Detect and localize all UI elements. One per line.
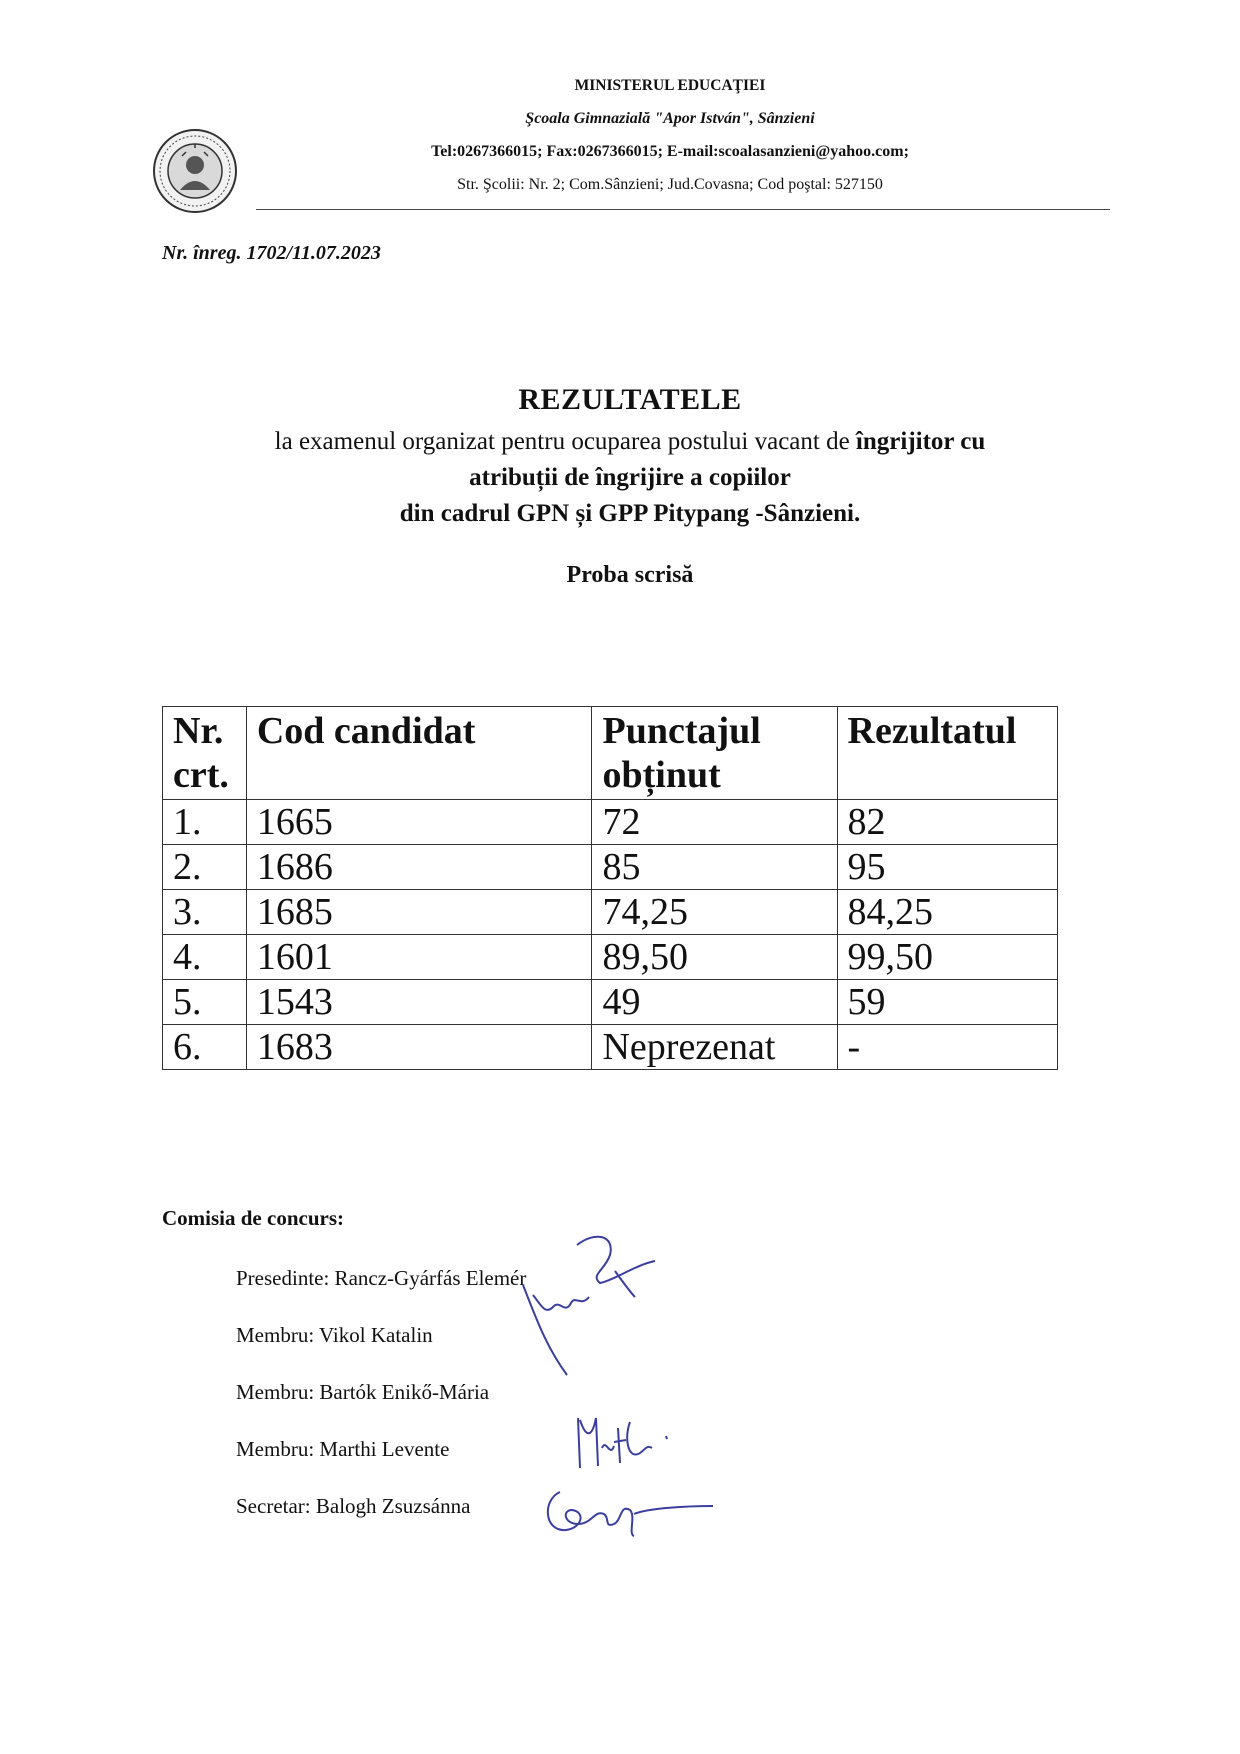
cell-code: 1601 — [246, 935, 592, 980]
header-score-line2: obținut — [602, 754, 721, 796]
header-nr — [163, 707, 247, 800]
committee-secretary: Secretar: Balogh Zsuzsánna — [236, 1494, 471, 1518]
document-title: REZULTATELE — [518, 383, 742, 416]
cell-nr: 3. — [163, 890, 247, 935]
subtitle-line2: atribuții de îngrijire a copiilor — [469, 464, 791, 491]
header-code: Cod candidat — [246, 707, 592, 800]
table-row — [163, 890, 1058, 935]
table-header-row — [163, 707, 1058, 800]
subtitle-line1-normal: la examenul organizat pentru ocuparea postului vacant de — [274, 428, 856, 455]
cell-code: 1543 — [246, 980, 592, 1025]
signature-secretary-icon — [538, 1474, 718, 1544]
table-row — [163, 1025, 1058, 1070]
address-line: Str. Şcolii: Nr. 2; Com.Sânzieni; Jud.Covasna; Cod poştal: 527150 — [457, 176, 883, 193]
cell-result: 95 — [837, 845, 1057, 890]
committee-title: Comisia de concurs: — [162, 1206, 344, 1230]
cell-score: 72 — [592, 800, 837, 845]
signature-president-icon — [505, 1225, 705, 1405]
registration-number: Nr. înreg. 1702/11.07.2023 — [162, 242, 381, 264]
cell-code: 1685 — [246, 890, 592, 935]
cell-nr: 2. — [163, 845, 247, 890]
table-row — [163, 800, 1058, 845]
document-subtitle — [140, 424, 1120, 532]
cell-result: 84,25 — [837, 890, 1057, 935]
exam-stage: Proba scrisă — [566, 562, 694, 588]
cell-score: 89,50 — [592, 935, 837, 980]
table-row — [163, 935, 1058, 980]
school-seal-icon — [152, 128, 238, 214]
subtitle-line1-bold: îngrijitor cu — [855, 428, 986, 455]
committee-member-marthi: Membru: Marthi Levente — [236, 1437, 450, 1461]
cell-nr: 5. — [163, 980, 247, 1025]
table-row — [163, 980, 1058, 1025]
cell-nr: 4. — [163, 935, 247, 980]
ministry-name: MINISTERUL EDUCAŢIEI — [574, 77, 766, 94]
school-name: Şcoala Gimnazială "Apor István", Sânzieni — [525, 110, 815, 127]
cell-score: 85 — [592, 845, 837, 890]
cell-code: 1683 — [246, 1025, 592, 1070]
header-score-line1: Punctajul — [602, 710, 761, 752]
cell-code: 1686 — [246, 845, 592, 890]
contact-line: Tel:0267366015; Fax:0267366015; E-mail:scoalasanzieni@yahoo.com; — [431, 143, 909, 160]
subtitle-line3: din cadrul GPN și GPP Pitypang -Sânzieni. — [399, 500, 861, 527]
cell-code: 1665 — [246, 800, 592, 845]
header-nr-line2: crt. — [173, 754, 229, 796]
cell-result: 99,50 — [837, 935, 1057, 980]
committee-president: Presedinte: Rancz-Gyárfás Elemér — [236, 1266, 527, 1290]
header-divider — [256, 209, 1110, 210]
header-result: Rezultatul — [837, 707, 1057, 800]
table-row — [163, 845, 1058, 890]
cell-result: 82 — [837, 800, 1057, 845]
header-score — [592, 707, 837, 800]
cell-result: 59 — [837, 980, 1057, 1025]
cell-result: - — [837, 1025, 1057, 1070]
committee-member-bartok: Membru: Bartók Enikő-Mária — [236, 1380, 490, 1404]
cell-nr: 1. — [163, 800, 247, 845]
committee-member-vikol: Membru: Vikol Katalin — [236, 1323, 433, 1347]
results-table — [162, 706, 1058, 1070]
signature-marthi-icon — [570, 1408, 680, 1478]
cell-score: 74,25 — [592, 890, 837, 935]
cell-nr: 6. — [163, 1025, 247, 1070]
cell-score: Neprezenat — [592, 1025, 837, 1070]
cell-score: 49 — [592, 980, 837, 1025]
header-nr-line1: Nr. — [173, 710, 224, 752]
